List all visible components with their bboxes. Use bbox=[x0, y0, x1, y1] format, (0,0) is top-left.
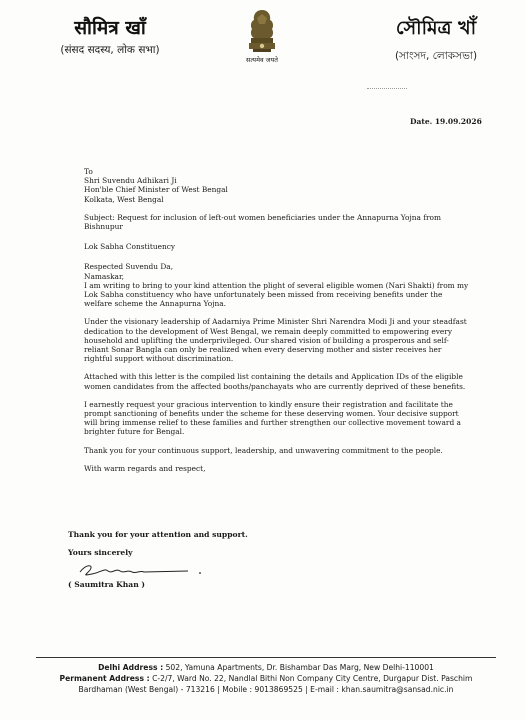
permanent-address-cont: Bardhaman (West Bengal) - 713216 | Mobile : 9013869525 | E-mail : khan.saumitra@sansad.nic.in bbox=[78, 685, 454, 694]
yours-sincerely: Yours sincerely bbox=[68, 547, 133, 557]
closing-block bbox=[68, 530, 248, 557]
bengali-name: সৌমিত্র খাঁ bbox=[395, 17, 477, 39]
paragraph-3: Attached with this letter is the compiled list containing the details and Application IDs of the eligible women candidates from the affected booths/panchayats who are currently deprived of these benefits. bbox=[84, 372, 466, 391]
regards: With warm regards and respect, bbox=[84, 463, 206, 473]
signature bbox=[78, 560, 208, 580]
dotted-divider bbox=[367, 88, 407, 89]
footer bbox=[36, 662, 496, 695]
salutation: Respected Suvendu Da, bbox=[84, 262, 174, 272]
delhi-address: 502, Yamuna Apartments, Dr. Bishambar Das Marg, New Delhi-110001 bbox=[165, 663, 434, 672]
recipient-name: Shri Suvendu Adhikari Ji bbox=[84, 176, 177, 186]
permanent-address-label: Permanent Address : bbox=[59, 674, 150, 683]
ashoka-emblem-icon bbox=[245, 8, 279, 54]
recipient-to: To bbox=[84, 167, 93, 176]
letter-body bbox=[84, 167, 470, 473]
letterhead-hindi bbox=[40, 14, 180, 57]
paragraph-5: Thank you for your continuous support, leadership, and unwavering commitment to the people. bbox=[84, 445, 443, 455]
signatory-name: ( Saumitra Khan ) bbox=[68, 580, 145, 589]
letter-date: Date. 19.09.2026 bbox=[410, 117, 482, 126]
permanent-address: C-2/7, Ward No. 22, Nandlal Bithi Non Company City Centre, Durgapur Dist. Paschim bbox=[152, 674, 473, 683]
emblem-motto: सत्यमेव जयते bbox=[246, 56, 278, 64]
paragraph-2: Under the visionary leadership of Aadarniya Prime Minister Shri Narendra Modi Ji and your steadfast dedication to the development of West Bengal, we remain deeply committed to empowering every household and uplifting the underprivileged. Our shared vision of building a prosperous and self-reliant Sonar Bangla can only be realized when every deserving mother and sister receives her rightful support without discrimination. bbox=[84, 317, 467, 364]
paragraph-4: I earnestly request your gracious intervention to kindly ensure their registration and facilitate the prompt sanctioning of benefits under the scheme for these deserving women. Your decisive support will bring immense relief to these families and further strengthen our collective movement toward a brighter future for Bengal. bbox=[84, 399, 461, 437]
recipient-title: Hon'ble Chief Minister of West Bengal bbox=[84, 185, 228, 195]
subject-label: Subject: bbox=[84, 212, 115, 222]
greeting: Namaskar, bbox=[84, 271, 125, 281]
hindi-role: (संसद सदस्य, लोक सभा) bbox=[60, 44, 160, 56]
bengali-role: (সাংসদ, লোকসভা) bbox=[394, 50, 478, 62]
subject-line bbox=[84, 213, 470, 231]
hindi-name: सौमित्र खाँ bbox=[74, 17, 146, 39]
delhi-address-line bbox=[36, 662, 496, 673]
recipient-address: Kolkata, West Bengal bbox=[84, 194, 164, 204]
letterhead-bengali bbox=[361, 14, 511, 66]
subject-continuation: Lok Sabha Constituency bbox=[84, 242, 176, 252]
delhi-address-label: Delhi Address : bbox=[98, 663, 164, 672]
paragraph-1: I am writing to bring to your kind attention the plight of several eligible women (Nari Shakti) from my Lok Sabha constituency who have unfortunately been missed from receiving benefits under the welfare scheme the Annapurna Yojna. bbox=[84, 280, 469, 309]
national-emblem bbox=[236, 8, 288, 64]
permanent-address-line bbox=[36, 673, 496, 684]
footer-divider bbox=[36, 657, 496, 658]
subject-text: Request for inclusion of left-out women beneficiaries under the Annapurna Yojna from Bishnupur bbox=[84, 212, 442, 232]
closing-thanks: Thank you for your attention and support. bbox=[68, 530, 248, 539]
